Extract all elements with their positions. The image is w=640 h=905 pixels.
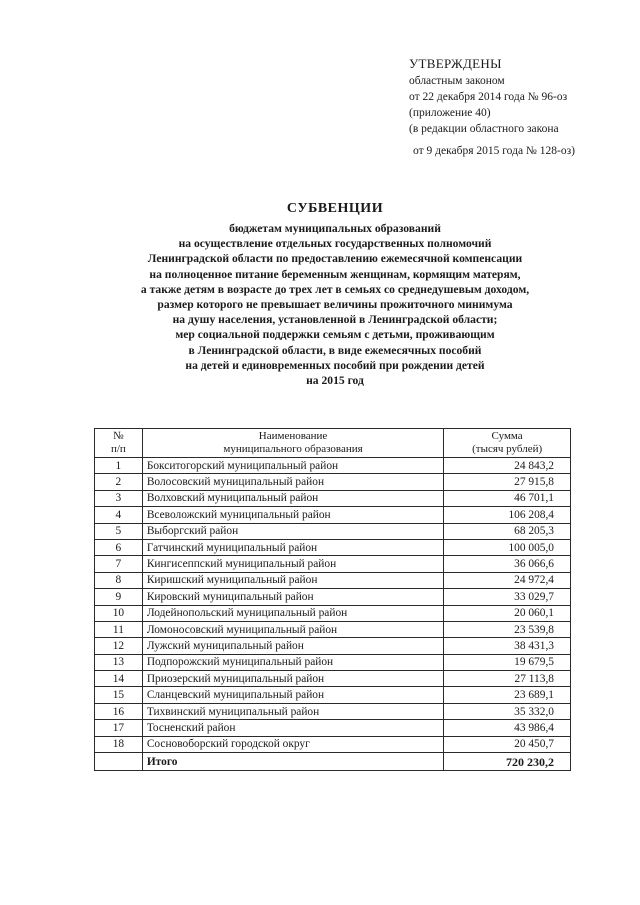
row-name: Киришский муниципальный район — [142, 572, 443, 588]
row-num: 7 — [95, 556, 143, 572]
row-name: Сосновоборский городской округ — [142, 736, 443, 752]
row-num: 17 — [95, 720, 143, 736]
table-row — [95, 589, 571, 605]
row-name: Сланцевский муниципальный район — [142, 687, 443, 703]
row-sum: 27 915,8 — [444, 474, 571, 490]
table-row — [95, 572, 571, 588]
row-sum: 24 972,4 — [444, 572, 571, 588]
row-name: Гатчинский муниципальный район — [142, 539, 443, 555]
row-sum: 33 029,7 — [444, 589, 571, 605]
table-row — [95, 720, 571, 736]
table-row — [95, 539, 571, 555]
table-row — [95, 687, 571, 703]
row-num: 10 — [95, 605, 143, 621]
row-sum: 19 679,5 — [444, 654, 571, 670]
row-sum: 36 066,6 — [444, 556, 571, 572]
approval-line-2: от 22 декабря 2014 года № 96-оз — [409, 91, 568, 103]
row-sum: 106 208,4 — [444, 507, 571, 523]
title-line: на 2015 год — [306, 374, 364, 388]
row-num: 6 — [95, 539, 143, 555]
row-sum: 100 005,0 — [444, 539, 571, 555]
row-num: 11 — [95, 621, 143, 637]
table-header-row — [95, 429, 571, 458]
row-name: Кировский муниципальный район — [142, 589, 443, 605]
title-line: на полноценное питание беременным женщинам, кормящим матерям, — [149, 267, 521, 281]
row-num: 2 — [95, 474, 143, 490]
row-name: Ломоносовский муниципальный район — [142, 621, 443, 637]
table-row — [95, 638, 571, 654]
approval-line-1: областным законом — [409, 75, 505, 87]
title-line: Ленинградской области по предоставлению ежемесячной компенсации — [147, 252, 523, 266]
row-num: 1 — [95, 458, 143, 474]
row-name: Тихвинский муниципальный район — [142, 703, 443, 719]
table-row — [95, 474, 571, 490]
table-row — [95, 671, 571, 687]
row-name: Всеволожский муниципальный район — [142, 507, 443, 523]
table-row — [95, 621, 571, 637]
header-sum-line1: Сумма — [491, 430, 523, 442]
approval-line-5: от 9 декабря 2015 года № 128-оз) — [413, 145, 575, 157]
title-line: мер социальной поддержки семьям с детьми, проживающим — [175, 328, 495, 342]
row-name: Волосовский муниципальный район — [142, 474, 443, 490]
subventions-table — [94, 428, 571, 771]
table-row — [95, 736, 571, 752]
table-row — [95, 490, 571, 506]
row-sum: 20 060,1 — [444, 605, 571, 621]
row-sum: 20 450,7 — [444, 736, 571, 752]
row-name: Бокситогорский муниципальный район — [142, 458, 443, 474]
title-line: на осуществление отдельных государственных полномочий — [178, 237, 492, 251]
row-name: Приозерский муниципальный район — [142, 671, 443, 687]
row-name: Лодейнопольский муниципальный район — [142, 605, 443, 621]
total-sum: 720 230,2 — [444, 753, 571, 771]
table-row — [95, 458, 571, 474]
row-sum: 23 689,1 — [444, 687, 571, 703]
title-line: бюджетам муниципальных образований — [229, 222, 441, 235]
header-name-line1: Наименование — [258, 430, 328, 442]
row-name: Подпорожский муниципальный район — [142, 654, 443, 670]
row-name: Выборгский район — [142, 523, 443, 539]
row-name: Тосненский район — [142, 720, 443, 736]
row-sum: 46 701,1 — [444, 490, 571, 506]
approval-heading: УТВЕРЖДЕНЫ — [409, 56, 502, 71]
row-name: Лужский муниципальный район — [142, 638, 443, 654]
row-name: Волховский муниципальный район — [142, 490, 443, 506]
row-sum: 23 539,8 — [444, 621, 571, 637]
row-num: 5 — [95, 523, 143, 539]
title-line: на душу населения, установленной в Ленинградской области; — [172, 313, 498, 327]
total-num-cell — [95, 753, 143, 771]
row-num: 14 — [95, 671, 143, 687]
table-row — [95, 556, 571, 572]
row-num: 9 — [95, 589, 143, 605]
row-num: 18 — [95, 736, 143, 752]
table-row — [95, 507, 571, 523]
header-name-line2: муниципального образования — [223, 443, 363, 455]
row-num: 12 — [95, 638, 143, 654]
table-row — [95, 654, 571, 670]
table-row — [95, 605, 571, 621]
row-sum: 24 843,2 — [444, 458, 571, 474]
row-num: 3 — [95, 490, 143, 506]
header-num-line2: п/п — [110, 443, 126, 455]
row-num: 8 — [95, 572, 143, 588]
header-sum — [444, 429, 571, 458]
title-line: а также детям в возрасте до трех лет в семьях со среднедушевым доходом, — [140, 282, 530, 296]
row-num: 16 — [95, 703, 143, 719]
approval-line-4: (в редакции областного закона — [409, 123, 559, 135]
row-name: Кингисеппский муниципальный район — [142, 556, 443, 572]
row-sum: 35 332,0 — [444, 703, 571, 719]
row-num: 15 — [95, 687, 143, 703]
row-num: 13 — [95, 654, 143, 670]
table-row — [95, 703, 571, 719]
table-row — [95, 523, 571, 539]
title-line: на детей и единовременных пособий при рождении детей — [185, 358, 485, 372]
document-title: СУБВЕНЦИИ — [286, 201, 384, 216]
header-sum-line2: (тысяч рублей) — [472, 443, 543, 455]
header-name — [142, 429, 443, 458]
row-sum: 68 205,3 — [444, 523, 571, 539]
row-sum: 27 113,8 — [444, 671, 571, 687]
row-sum: 43 986,4 — [444, 720, 571, 736]
header-num — [95, 429, 143, 458]
row-num: 4 — [95, 507, 143, 523]
header-num-line1: № — [113, 430, 124, 442]
document-title-block — [70, 200, 600, 388]
title-line: в Ленинградской области, в виде ежемесячных пособий — [188, 343, 482, 357]
row-sum: 38 431,3 — [444, 638, 571, 654]
approval-block — [409, 55, 629, 159]
approval-line-3: (приложение 40) — [409, 107, 491, 119]
total-label: Итого — [142, 753, 443, 771]
title-line: размер которого не превышает величины прожиточного минимума — [157, 298, 513, 312]
table-total-row — [95, 753, 571, 771]
